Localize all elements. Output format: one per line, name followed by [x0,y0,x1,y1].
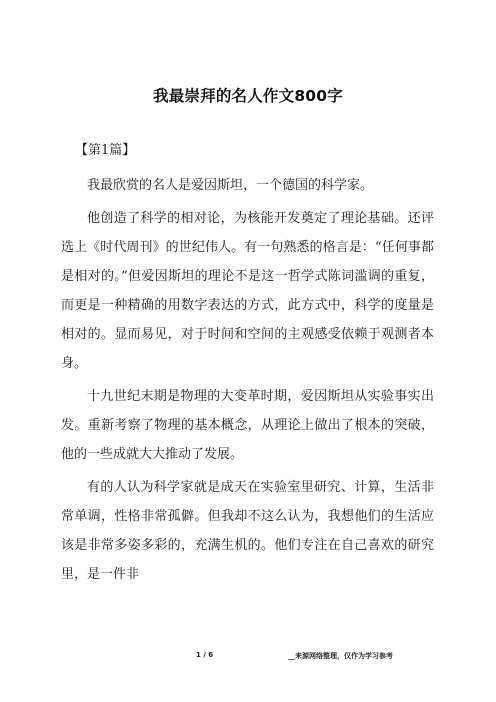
section-label: 【第1篇】 [75,143,136,158]
footer-note: __来源网络整理，仅作为学习参考 [288,652,393,660]
document-body [61,136,434,589]
page-footer [0,651,496,665]
paragraph: 我最欣赏的名人是爱因斯坦，一个德国的科学家。 [87,178,374,193]
paragraph: 有的人认为科学家就是成天在实验室里研究、计算，生活非常单调，性格非常孤僻。但我却不这么认为，我想他们的生活应该是非常多姿多彩的，充满生机的。他们专注在自己喜欢的研究里，是一件非 [61,480,434,582]
document-title: 我最崇拜的名人作文800字 [153,87,343,105]
page-number: 1 / 6 [196,651,214,659]
paragraph: 十九世纪末期是物理的大变革时期，爱因斯坦从实验事实出发。重新考察了物理的基本概念，从理论上做出了根本的突破，他的一些成就大大推动了发展。 [61,389,434,462]
paragraph: 他创造了科学的相对论，为核能开发奠定了理论基础。还评选上《时代周刊》的世纪伟人。有一句熟悉的格言是：“任何事都是相对的。”但爱因斯坦的理论不是这一哲学式陈词滥调的重复，而更是一种精确的用数字表达的方式，此方式中，科学的度量是相对的。显而易见，对于时间和空间的主观感受依赖于观测者本身。 [61,211,434,371]
